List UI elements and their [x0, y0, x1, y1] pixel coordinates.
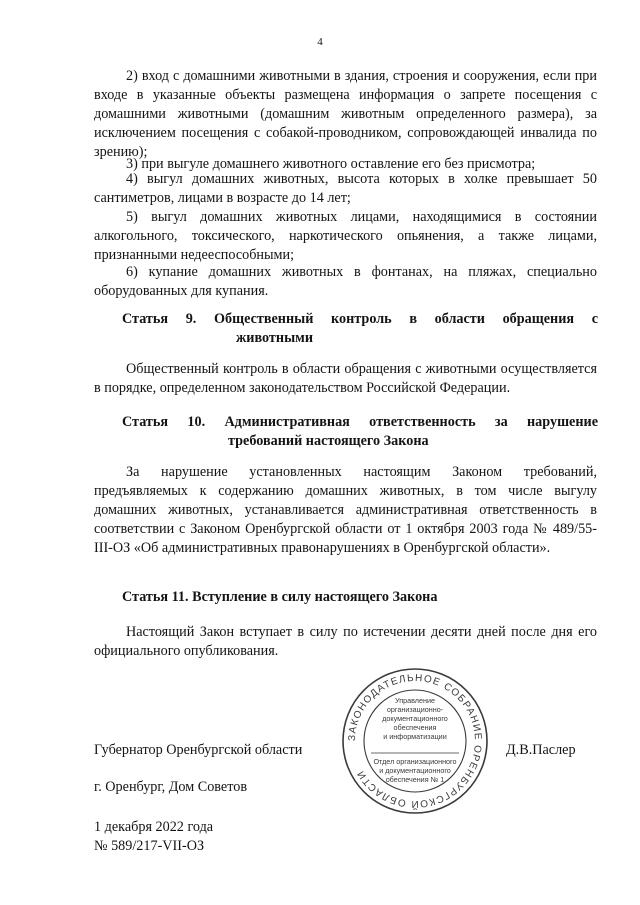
signature-place: г. Оренбург, Дом Советов — [94, 779, 248, 795]
official-seal-stamp — [339, 665, 491, 817]
article-10-body: За нарушение установленных настоящим Законом требований, предъявляемых к содержанию домашних животных, в том числе выгулу домашних животных, устанавливается административная ответственность в соответствии с Законом Оренбургской области от 1 октября 2003 года № 489/55-III-ОЗ «Об административных правонарушениях в Оренбургской области». — [94, 464, 597, 556]
svg-text:обеспечения: обеспечения — [393, 723, 437, 732]
signature-position: Губернатор Оренбургской области — [94, 742, 303, 758]
svg-text:документационного: документационного — [382, 714, 448, 723]
signature-number: № 589/217-VII-ОЗ — [94, 838, 205, 854]
svg-text:и информатизации: и информатизации — [383, 732, 447, 741]
svg-text:ЗАКОНОДАТЕЛЬНОЕ СОБРАНИЕ ОРЕНБ: ЗАКОНОДАТЕЛЬНОЕ СОБРАНИЕ ОРЕНБУРГСКОЙ ОБЛАСТИ — [346, 672, 484, 810]
list-item-6: 6) купание домашних животных в фонтанах, на пляжах, специально оборудованных для купания. — [94, 264, 597, 299]
page-number: 4 — [317, 36, 323, 48]
list-item-3: 3) при выгуле домашнего животного оставление его без присмотра; — [126, 156, 536, 172]
article-10-title-cont: требований настоящего Закона — [228, 433, 429, 449]
article-9-body: Общественный контроль в области обращения с животными осуществляется в порядке, определенном законодательством Российской Федерации. — [94, 361, 597, 396]
svg-text:организационно-: организационно- — [386, 705, 444, 714]
signature-name: Д.В.Паслер — [506, 742, 576, 758]
svg-text:Отдел организационного: Отдел организационного — [373, 757, 457, 766]
article-9-title-cont: животными — [236, 330, 313, 346]
signature-date: 1 декабря 2022 года — [94, 819, 214, 835]
list-item-2: 2) вход с домашними животными в здания, строения и сооружения, если при входе в указанные объекты размещена информация о запрете посещения с домашними животными (домашним животным определенного размера), за исключением посещения с собакой-проводником, сопровождающей инвалида по зрению); — [94, 68, 597, 160]
svg-text:обеспечения № 1: обеспечения № 1 — [385, 775, 445, 784]
list-item-5: 5) выгул домашних животных лицами, находящимися в состоянии алкогольного, токсического, наркотического опьянения, а также лицами, признанными недееспособными; — [94, 209, 597, 263]
article-9-title: Статья 9. Общественный контроль в области обращения с — [122, 311, 598, 327]
svg-text:Управление: Управление — [395, 696, 435, 705]
article-10-title: Статья 10. Административная ответственность за нарушение — [122, 414, 598, 430]
article-11-title: Статья 11. Вступление в силу настоящего Закона — [122, 589, 438, 605]
svg-text:и документационного: и документационного — [379, 766, 451, 775]
article-11-body: Настоящий Закон вступает в силу по истечении десяти дней после дня его официального опубликования. — [94, 624, 597, 659]
list-item-4: 4) выгул домашних животных, высота которых в холке превышает 50 сантиметров, лицами в возрасте до 14 лет; — [94, 171, 597, 206]
